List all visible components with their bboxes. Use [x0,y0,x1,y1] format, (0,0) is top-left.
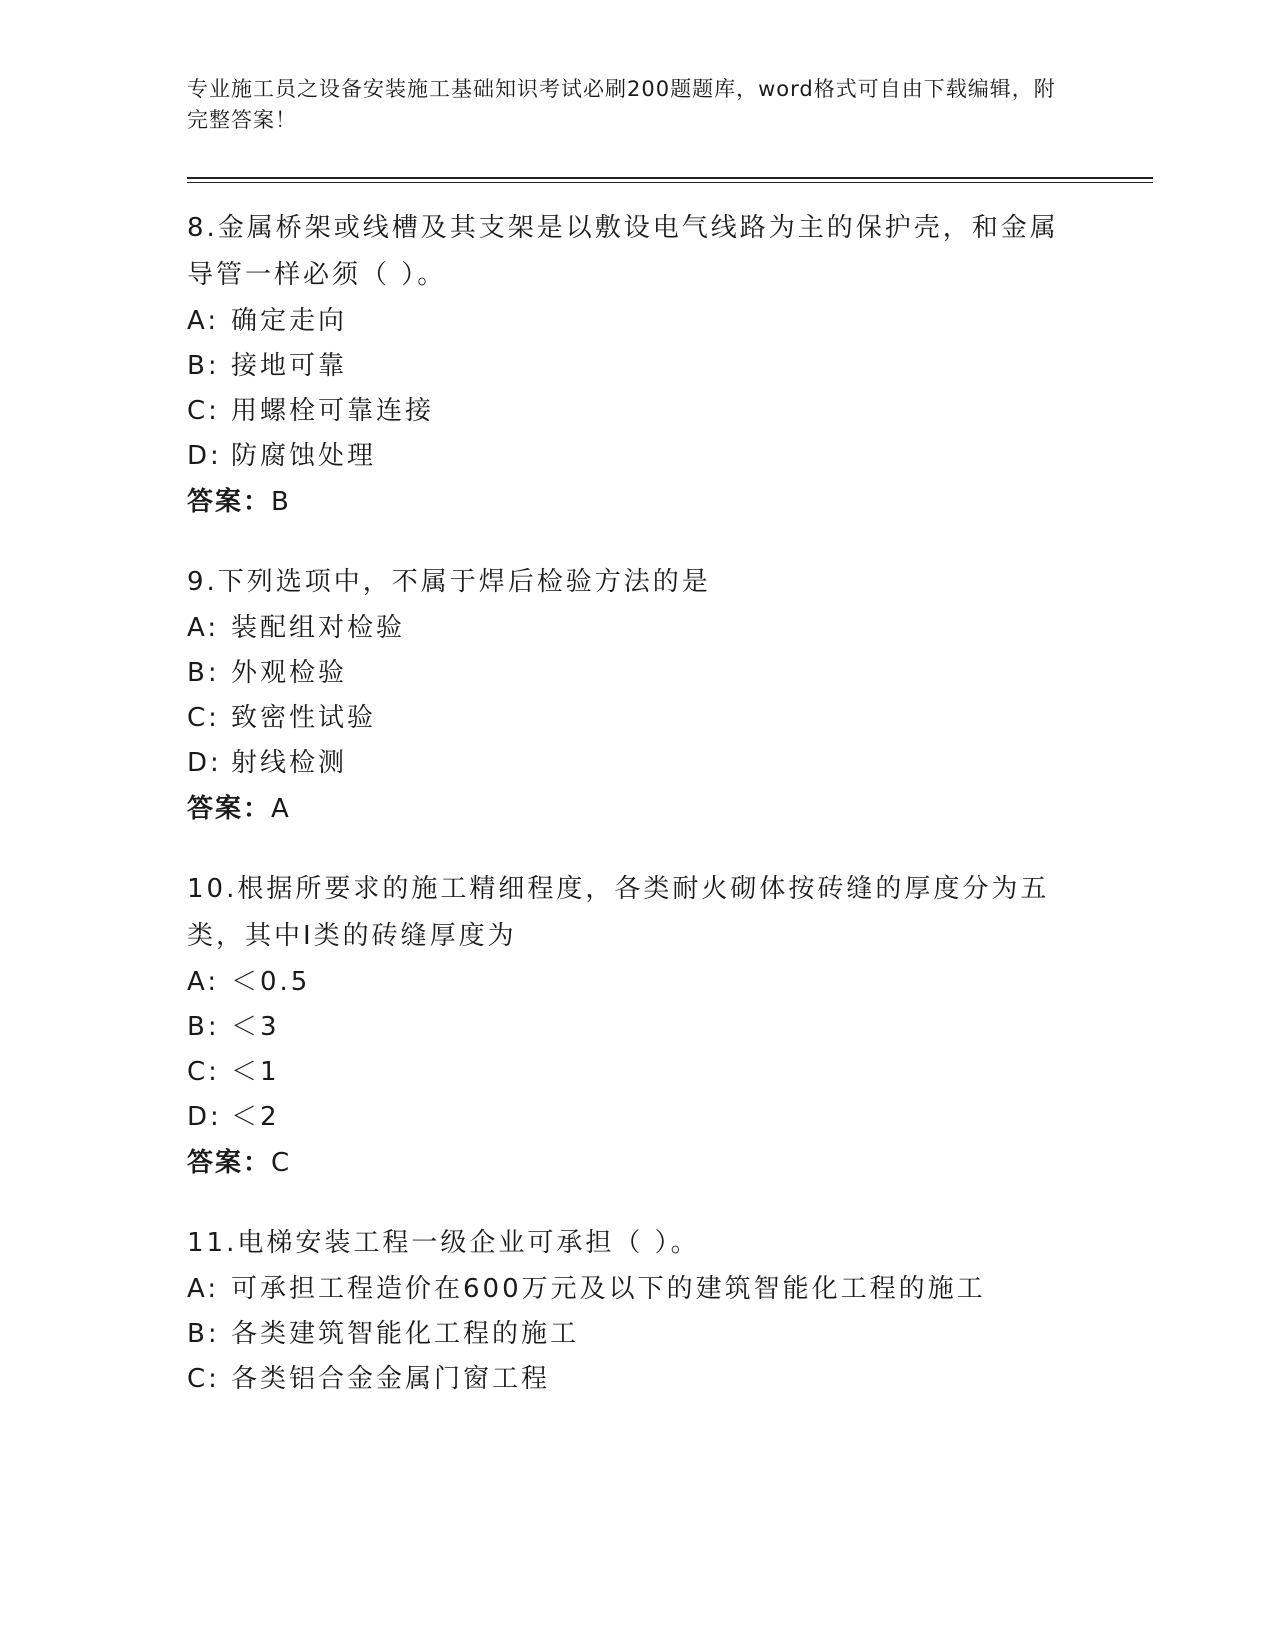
option-letter: A: [187,613,220,643]
answer-label: 答案： [187,487,272,517]
option-c [187,696,1087,741]
option-text: 用螺栓可靠连接 [231,396,435,426]
option-text: 确定走向 [231,306,348,336]
option-d [187,741,1087,786]
option-letter: A: [187,306,220,336]
option-text: 装配组对检验 [231,613,406,643]
option-c [187,1357,1087,1402]
option-d [187,434,1087,479]
option-a [187,606,1087,651]
option-text: ＜3 [231,1012,280,1042]
option-letter: D: [187,1102,222,1132]
option-text: 射线检测 [231,748,348,778]
answer-line [187,786,1087,832]
question-8 [187,205,1087,525]
answer-line [187,1140,1087,1186]
answer-label: 答案： [187,1148,272,1178]
option-letter: B: [187,351,220,381]
option-b [187,1312,1087,1357]
option-letter: C: [187,1057,220,1087]
option-text: ＜1 [231,1057,280,1087]
answer-value: A [271,794,291,824]
option-letter: B: [187,1012,220,1042]
option-letter: A: [187,967,220,997]
option-text: 致密性试验 [231,703,377,733]
option-b [187,1005,1087,1050]
option-b [187,344,1087,389]
header-rule-thick [187,177,1153,179]
option-letter: B: [187,1319,220,1349]
option-letter: C: [187,703,220,733]
answer-value: C [271,1148,292,1178]
option-text: ＜2 [231,1102,280,1132]
option-a [187,1267,1087,1312]
option-letter: D: [187,441,222,471]
option-b [187,651,1087,696]
option-text: 接地可靠 [231,351,348,381]
option-a [187,960,1087,1005]
question-text: 8.金属桥架或线槽及其支架是以敷设电气线路为主的保护壳，和金属导管一样必须（ ）。 [187,213,1059,290]
option-text: 各类建筑智能化工程的施工 [231,1319,580,1349]
option-text: 各类铝合金金属门窗工程 [231,1364,551,1394]
question-text: 11.电梯安装工程一级企业可承担（ ）。 [187,1228,700,1258]
question-text: 10.根据所要求的施工精细程度，各类耐火砌体按砖缝的厚度分为五类，其中I类的砖缝厚度为 [187,874,1050,951]
question-9 [187,559,1087,832]
option-letter: C: [187,1364,220,1394]
option-c [187,389,1087,434]
question-list [187,205,1087,1436]
option-letter: D: [187,748,222,778]
header-rule-thin [187,182,1153,183]
answer-label: 答案： [187,794,272,824]
document-header: 专业施工员之设备安装施工基础知识考试必刷200题题库，word格式可自由下载编辑，附完整答案！ [187,77,1056,132]
option-d [187,1095,1087,1140]
option-text: 防腐蚀处理 [231,441,377,471]
option-a [187,299,1087,344]
option-letter: B: [187,658,220,688]
answer-line [187,479,1087,525]
question-10 [187,866,1087,1186]
option-text: 外观检验 [231,658,348,688]
option-letter: C: [187,396,220,426]
option-text: ＜0.5 [231,967,311,997]
option-letter: A: [187,1274,220,1304]
question-11 [187,1220,1087,1402]
option-text: 可承担工程造价在600万元及以下的建筑智能化工程的施工 [231,1274,986,1304]
option-c [187,1050,1087,1095]
question-text: 9.下列选项中，不属于焊后检验方法的是 [187,567,711,597]
answer-value: B [271,487,291,517]
